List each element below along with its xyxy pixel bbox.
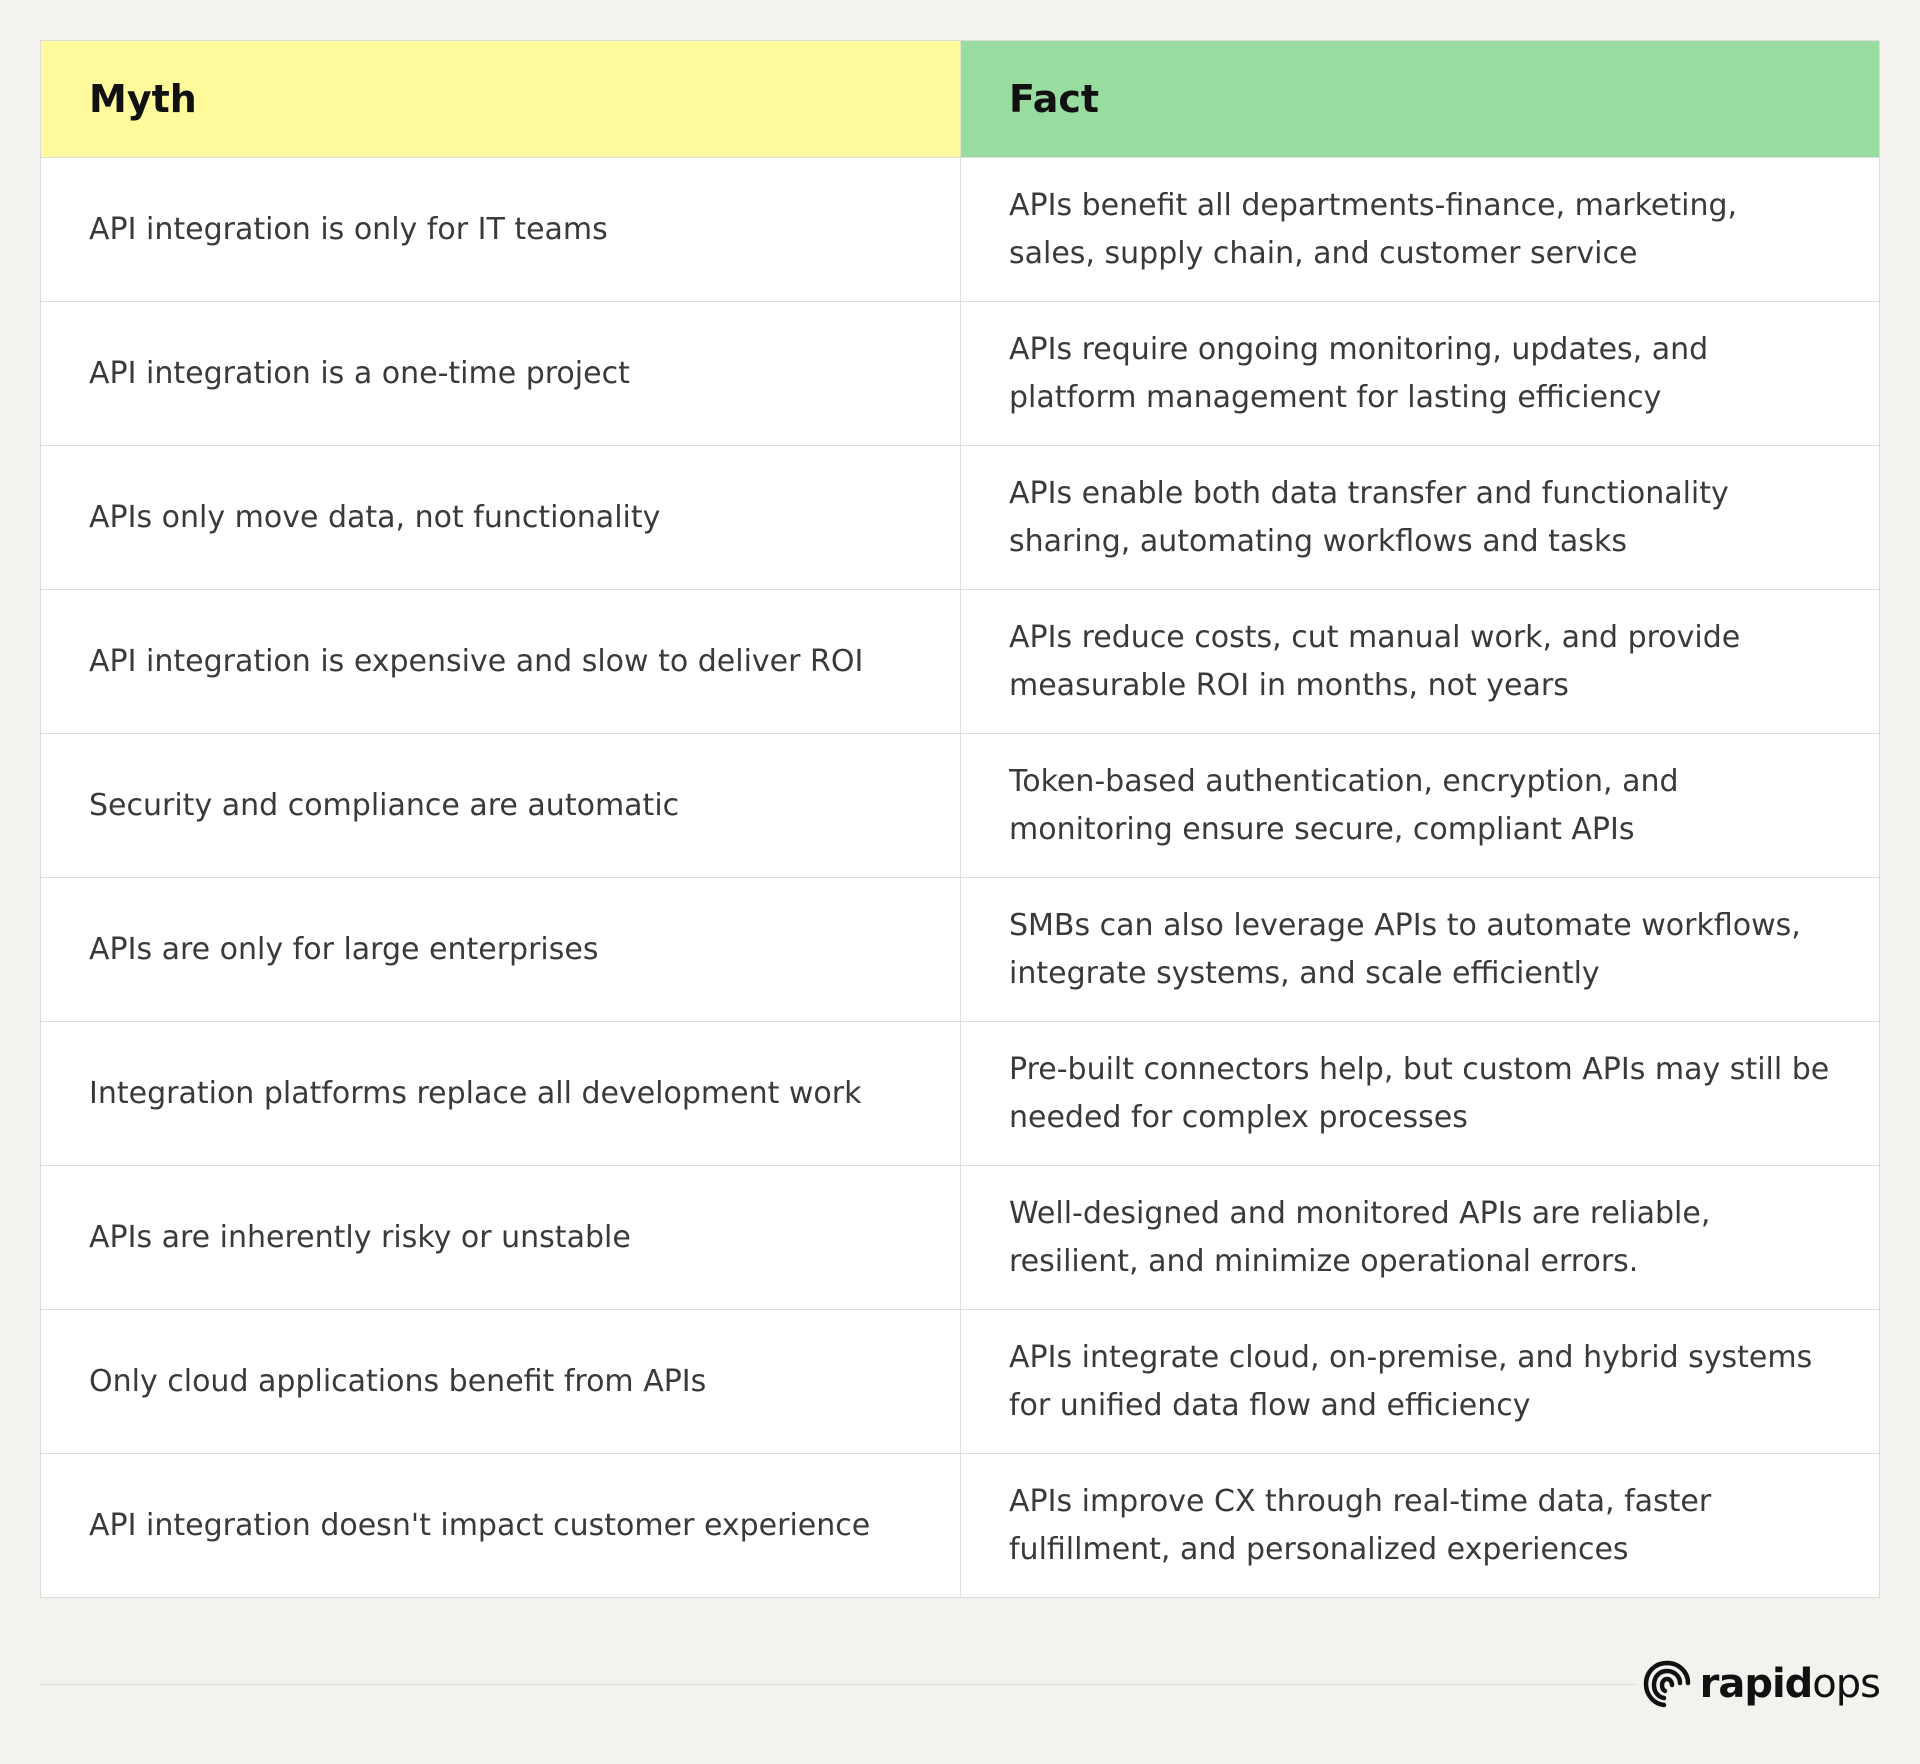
myth-cell: Only cloud applications benefit from APIs — [41, 1310, 961, 1453]
footer-divider — [40, 1684, 1636, 1685]
table-row — [41, 589, 1879, 733]
fact-column-header: Fact — [961, 41, 1879, 157]
table-row — [41, 1453, 1879, 1597]
myth-cell: APIs only move data, not functionality — [41, 446, 961, 589]
table-header-row — [41, 41, 1879, 157]
table-row — [41, 445, 1879, 589]
logo-text-light: ops — [1812, 1661, 1880, 1707]
fact-cell: APIs enable both data transfer and functionality sharing, automating workflows and tasks — [1009, 475, 1729, 559]
fact-cell: APIs integrate cloud, on-premise, and hybrid systems for unified data flow and efficiency — [1009, 1339, 1813, 1423]
myth-cell: Integration platforms replace all development work — [41, 1022, 961, 1165]
fact-cell: SMBs can also leverage APIs to automate workflows, integrate systems, and scale efficiently — [1009, 907, 1801, 991]
table-row — [41, 1309, 1879, 1453]
fact-cell: APIs reduce costs, cut manual work, and provide measurable ROI in months, not years — [1009, 619, 1741, 703]
table-row — [41, 301, 1879, 445]
myth-fact-table — [40, 40, 1880, 1598]
table-row — [41, 157, 1879, 301]
fact-cell: APIs improve CX through real-time data, faster fulfillment, and personalized experiences — [1009, 1483, 1712, 1567]
logo-text-bold: rapid — [1699, 1661, 1813, 1707]
myth-cell: APIs are inherently risky or unstable — [41, 1166, 961, 1309]
rapidops-swirl-icon — [1642, 1659, 1692, 1709]
rapidops-wordmark — [1700, 1658, 1880, 1710]
table-row — [41, 1021, 1879, 1165]
myth-cell: API integration is expensive and slow to deliver ROI — [41, 590, 961, 733]
fact-cell: Well-designed and monitored APIs are reliable, resilient, and minimize operational errors. — [1009, 1195, 1711, 1279]
table-row — [41, 1165, 1879, 1309]
myth-cell: APIs are only for large enterprises — [41, 878, 961, 1021]
fact-cell: APIs require ongoing monitoring, updates, and platform management for lasting efficiency — [1009, 331, 1709, 415]
myth-cell: API integration is only for IT teams — [41, 158, 961, 301]
myth-cell: Security and compliance are automatic — [41, 734, 961, 877]
fact-cell: Token-based authentication, encryption, and monitoring ensure secure, compliant APIs — [1009, 763, 1679, 847]
myth-cell: API integration doesn't impact customer experience — [41, 1454, 961, 1597]
fact-cell: Pre-built connectors help, but custom APIs may still be needed for complex processes — [1009, 1051, 1830, 1135]
myth-column-header: Myth — [41, 41, 961, 157]
table-row — [41, 877, 1879, 1021]
table-row — [41, 733, 1879, 877]
myth-cell: API integration is a one-time project — [41, 302, 961, 445]
rapidops-logo — [1642, 1658, 1880, 1710]
fact-cell: APIs benefit all departments-finance, marketing, sales, supply chain, and customer service — [1009, 187, 1738, 271]
